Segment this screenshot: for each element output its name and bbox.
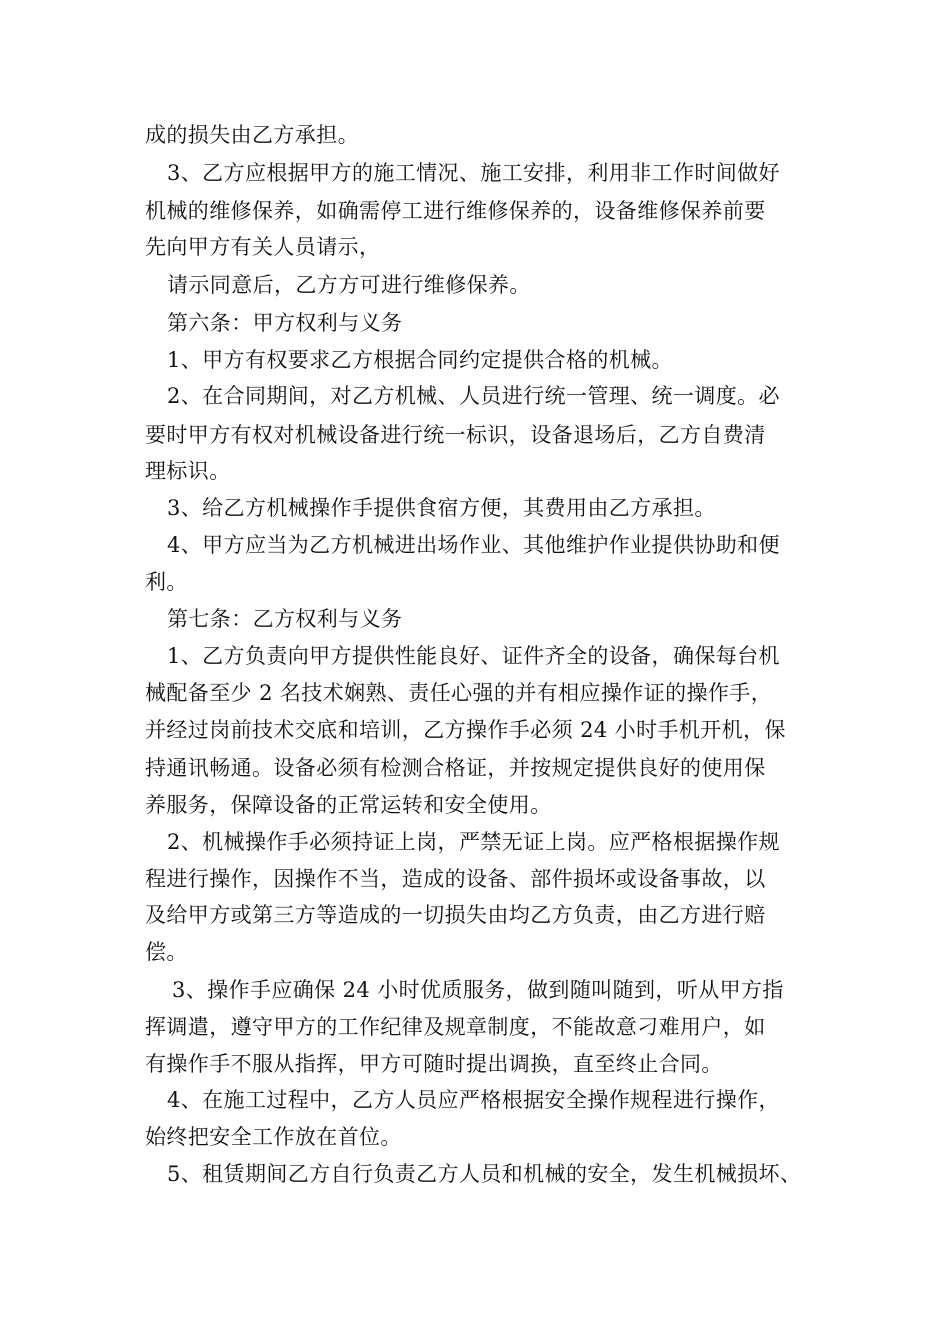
text-line: 5、租赁期间乙方自行负责乙方人员和机械的安全，发生机械损坏、 [167, 1162, 802, 1186]
section-heading: 第六条：甲方权利与义务 [167, 311, 403, 335]
text-line: 要时甲方有权对机械设备进行统一标识，设备退场后，乙方自费清 [145, 423, 766, 447]
text-line: 2、在合同期间，对乙方机械、人员进行统一管理、统一调度。必 [167, 384, 780, 408]
text-line: 机械的维修保养，如确需停工进行维修保养的，设备维修保养前要 [145, 199, 766, 223]
text-line: 请示同意后，乙方方可进行维修保养。 [167, 273, 531, 297]
text-line: 1、甲方有权要求乙方根据合同约定提供合格的机械。 [167, 348, 673, 372]
text-line: 养服务，保障设备的正常运转和安全使用。 [145, 793, 552, 817]
text-line: 并经过岗前技术交底和培训，乙方操作手必须 24 小时手机开机，保 [145, 718, 786, 742]
text-line: 3、给乙方机械操作手提供食宿方便，其费用由乙方承担。 [167, 496, 716, 520]
text-line: 成的损失由乙方承担。 [145, 123, 359, 147]
text-line: 偿。 [145, 940, 188, 964]
text-line: 挥调遣，遵守甲方的工作纪律及规章制度，不能故意刁难用户，如 [145, 1015, 766, 1039]
text-line: 始终把安全工作放在首位。 [145, 1125, 402, 1149]
text-line: 先向甲方有关人员请示， [145, 235, 381, 259]
section-heading: 第七条：乙方权利与义务 [167, 607, 403, 631]
text-line: 持通讯畅通。设备必须有检测合格证，并按规定提供良好的使用保 [145, 756, 766, 780]
text-line: 械配备至少 2 名技术娴熟、责任心强的并有相应操作证的操作手， [145, 681, 773, 705]
text-line: 程进行操作，因操作不当，造成的设备、部件损坏或设备事故，以 [145, 867, 766, 891]
text-line: 4、甲方应当为乙方机械进出场作业、其他维护作业提供协助和便 [167, 533, 780, 557]
text-line: 2、机械操作手必须持证上岗，严禁无证上岗。应严格根据操作规 [167, 830, 780, 854]
text-line: 有操作手不服从指挥，甲方可随时提出调换，直至终止合同。 [145, 1052, 723, 1076]
text-line: 利。 [145, 570, 188, 594]
text-line: 1、乙方负责向甲方提供性能良好、证件齐全的设备，确保每台机 [167, 644, 780, 668]
text-line: 3、乙方应根据甲方的施工情况、施工安排，利用非工作时间做好 [167, 161, 780, 185]
text-line: 及给甲方或第三方等造成的一切损失由均乙方负责，由乙方进行赔 [145, 903, 766, 927]
text-line: 4、在施工过程中，乙方人员应严格根据安全操作规程进行操作， [167, 1088, 780, 1112]
text-line: 理标识。 [145, 459, 231, 483]
text-line: 3、操作手应确保 24 小时优质服务，做到随叫随到，听从甲方指 [172, 978, 784, 1002]
